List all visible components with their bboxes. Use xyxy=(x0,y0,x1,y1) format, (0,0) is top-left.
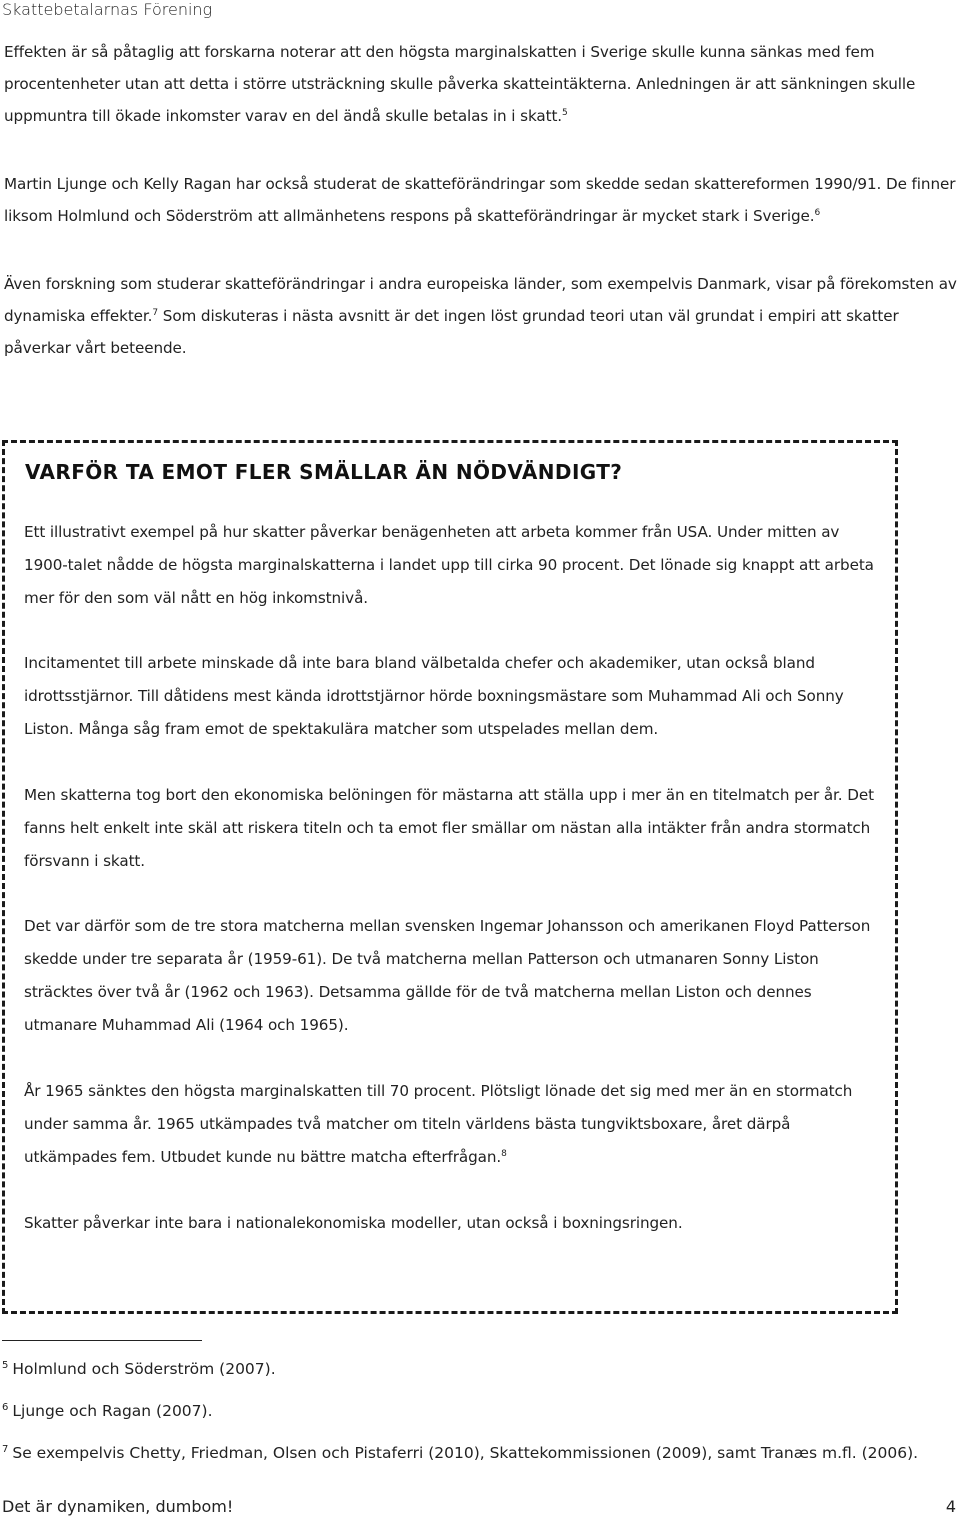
footnote-number: 7 xyxy=(2,1443,9,1455)
page-number: 4 xyxy=(945,1497,956,1516)
footnote-7 xyxy=(2,1442,918,1464)
body-paragraph-2 xyxy=(4,168,958,232)
body-paragraph-3 xyxy=(4,268,958,364)
footnote-5 xyxy=(2,1358,276,1380)
footnote-ref[interactable]: 8 xyxy=(501,1148,507,1159)
fact-box-paragraph-5 xyxy=(24,1075,884,1174)
paragraph-text: Även forskning som studerar skatteförändringar i andra europeiska länder, som exempelvis Danmark, visar på förekomsten av dynamiska effekter. xyxy=(4,275,957,325)
footnote-ref[interactable]: 7 xyxy=(152,307,159,318)
paragraph-text: Effekten är så påtaglig att forskarna noterar att den högsta marginalskatten i Sverige skulle kunna sänkas med fem procentenheter utan att detta i större utsträckning skulle påverka skatteintäkterna. Anledningen är att sänkningen skulle uppmuntra till ökade inkomster varav en del ändå skulle betalas in i skatt. xyxy=(4,43,916,125)
paragraph-text: Martin Ljunge och Kelly Ragan har också studerat de skatteförändringar som skedde sedan skattereformen 1990/91. De finner liksom Holmlund och Söderström att allmänhetens respons på skatteförändringar är mycket stark i Sverige. xyxy=(4,175,956,225)
footnote-text: Ljunge och Ragan (2007). xyxy=(12,1402,213,1420)
fact-box-paragraph: Men skatterna tog bort den ekonomiska belöningen för mästarna att ställa upp i mer än en titelmatch per år. Det fanns helt enkelt inte skäl att riskera titeln och ta emot fler smällar om nästan alla intäkter från andra stormatch försvann i skatt. xyxy=(24,786,874,870)
fact-box-paragraph: Incitamentet till arbete minskade då inte bara bland välbetalda chefer och akademiker, utan också bland idrottsstjärnor. Till dåtidens mest kända idrottstjärnor hörde boxningsmästare som Muhammad Ali och Sonny Liston. Många såg fram emot de spektakulära matcher som utspelades mellan dem. xyxy=(24,654,844,738)
fact-box-paragraph: Skatter påverkar inte bara i nationalekonomiska modeller, utan också i boxningsringen. xyxy=(24,1214,683,1232)
footnote-ref[interactable]: 5 xyxy=(562,107,568,118)
footnote-6 xyxy=(2,1400,213,1422)
footnote-text: Holmlund och Söderström (2007). xyxy=(12,1360,276,1378)
fact-box-paragraph: Det var därför som de tre stora matcherna mellan svensken Ingemar Johansson och amerikanen Floyd Patterson skedde under tre separata år (1959-61). De två matcherna mellan Patterson och utmanaren Sonny Liston sträcktes över två år (1962 och 1963). Detsamma gällde för de två matcherna mellan Liston och dennes utmanare Muhammad Ali (1964 och 1965). xyxy=(24,917,871,1034)
page-header-org: Skattebetalarnas Förening xyxy=(2,0,213,19)
body-paragraph-1 xyxy=(4,36,958,132)
paragraph-text: År 1965 sänktes den högsta marginalskatten till 70 procent. Plötsligt lönade det sig med mer än en stormatch under samma år. 1965 utkämpades två matcher om titeln världens bästa tungviktsboxare, året därpå utkämpades fem. Utbudet kunde nu bättre matcha efterfrågan. xyxy=(24,1082,853,1166)
fact-box-heading: VARFÖR TA EMOT FLER SMÄLLAR ÄN NÖDVÄNDIGT? xyxy=(25,460,623,484)
footnote-divider xyxy=(2,1340,202,1341)
paragraph-text: Som diskuteras i nästa avsnitt är det ingen löst grundad teori utan väl grundat i empiri att skatter påverkar vårt beteende. xyxy=(4,307,899,357)
fact-box-paragraph: Ett illustrativt exempel på hur skatter påverkar benägenheten att arbeta kommer från USA. Under mitten av 1900-talet nådde de högsta marginalskatterna i landet upp till cirka 90 procent. Det lönade sig knappt att arbeta mer för den som väl nått en hög inkomstnivå. xyxy=(24,523,874,607)
footnote-ref[interactable]: 6 xyxy=(814,207,821,218)
footer-title: Det är dynamiken, dumbom! xyxy=(2,1497,234,1516)
footnote-number: 6 xyxy=(2,1401,9,1413)
footnote-number: 5 xyxy=(2,1359,9,1371)
footnote-text: Se exempelvis Chetty, Friedman, Olsen och Pistaferri (2010), Skattekommissionen (2009), samt Tranæs m.fl. (2006). xyxy=(12,1444,919,1462)
fact-box xyxy=(2,440,898,1314)
